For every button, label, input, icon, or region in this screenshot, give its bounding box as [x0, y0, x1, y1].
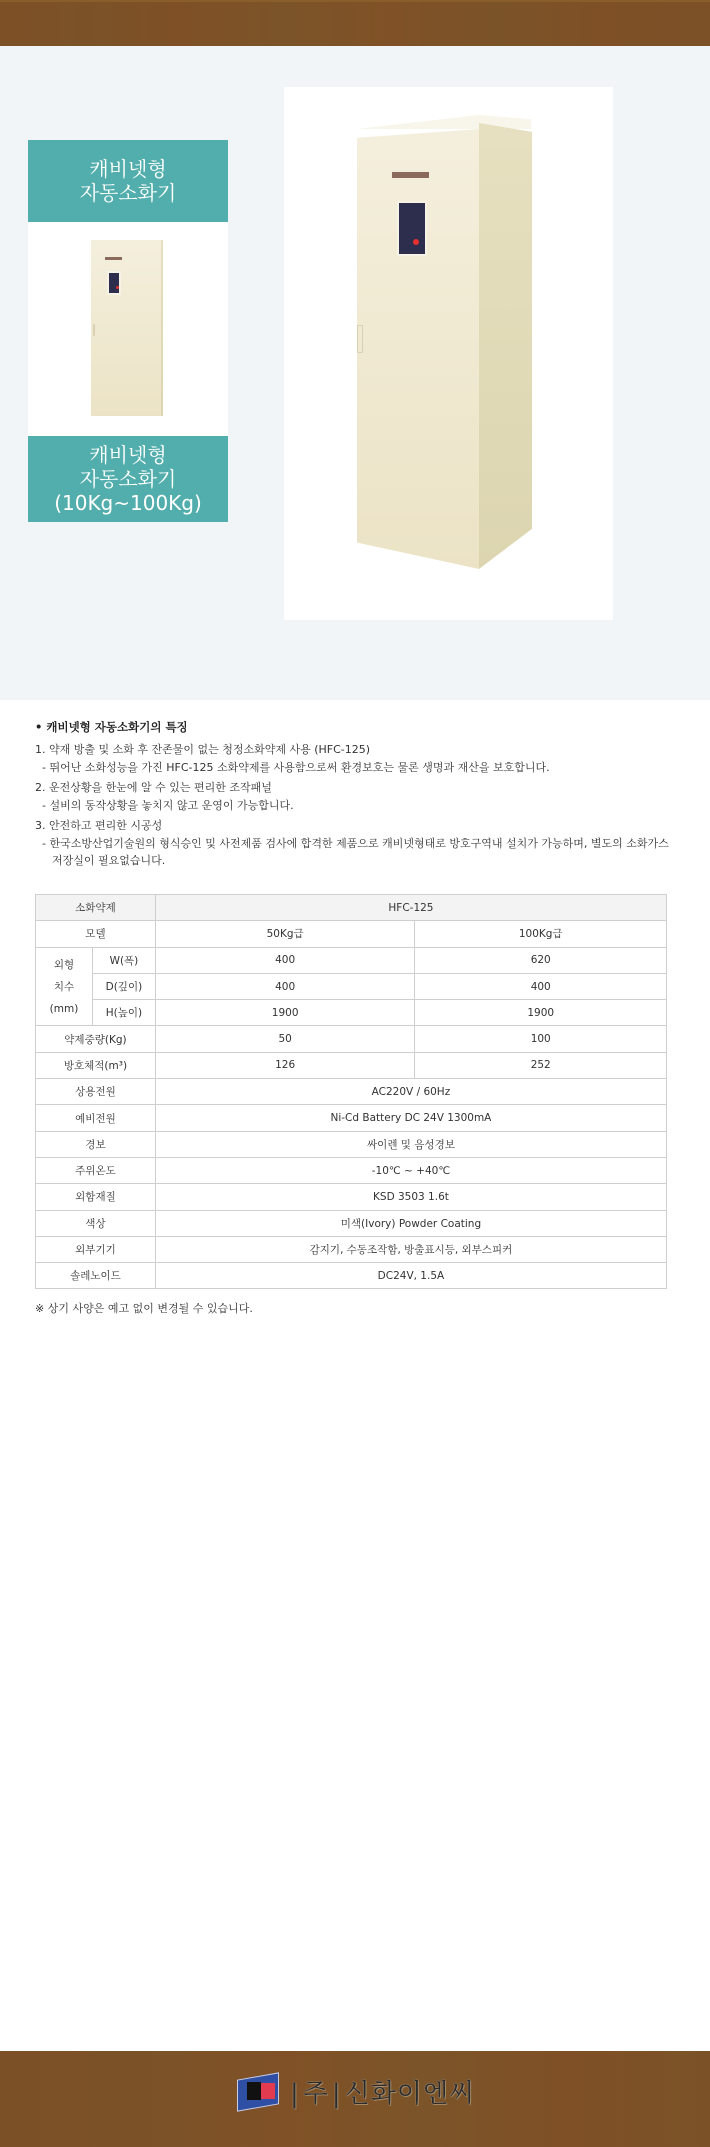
product-title-line1: 캐비넷형: [89, 157, 167, 181]
dim-d-50: 400: [155, 973, 415, 999]
row-value: 미색(Ivory) Powder Coating: [155, 1210, 666, 1236]
feature-1-heading: 1. 약재 방출 및 소화 후 잔존물이 없는 청정소화약제 사용 (HFC-125): [35, 743, 371, 756]
row-value: -10℃ ~ +40℃: [155, 1157, 666, 1183]
row-label: 경보: [36, 1131, 156, 1157]
company-logo: [237, 2070, 475, 2112]
model-label: 모델: [36, 921, 156, 947]
table-row: [36, 1157, 667, 1183]
logo-name: 신화이엔씨: [344, 2078, 476, 2109]
row-value: AC220V / 60Hz: [155, 1079, 666, 1105]
feature-1-detail: - 뛰어난 소화성능을 가진 HFC-125 소화약제를 사용함으로써 환경보호는 물론 생명과 재산을 보호합니다.: [42, 760, 550, 774]
table-row: [36, 1000, 667, 1026]
dim-w-100: 620: [415, 947, 667, 973]
logo-text: | 주 | 신화이엔씨: [290, 2078, 476, 2109]
volume-50: 126: [155, 1052, 415, 1078]
feature-3-detail-cont: 저장실이 필요없습니다.: [52, 854, 166, 867]
product-title-line2: 자동소화기: [79, 181, 177, 205]
dim-label-line1: 외형: [53, 958, 75, 971]
feature-3-heading: 3. 안전하고 편리한 시공성: [35, 819, 163, 832]
row-value: Ni-Cd Battery DC 24V 1300mA: [155, 1105, 666, 1131]
feature-2-detail: - 설비의 동작상황을 놓치지 않고 운영이 가능합니다.: [42, 798, 294, 812]
row-value: DC24V, 1.5A: [155, 1263, 666, 1289]
product-title-box: [28, 140, 228, 222]
table-row: [36, 1263, 667, 1289]
row-label: 솔레노이드: [36, 1263, 156, 1289]
agent-value: HFC-125: [155, 895, 666, 921]
dim-d-100: 400: [415, 973, 667, 999]
row-label: 외부기기: [36, 1236, 156, 1262]
row-label: 상용전원: [36, 1079, 156, 1105]
dim-h-100: 1900: [415, 1000, 667, 1026]
row-label: 색상: [36, 1210, 156, 1236]
row-value: KSD 3503 1.6t: [155, 1184, 666, 1210]
dim-h-label: H(높이): [92, 1000, 155, 1026]
hero-section: [0, 46, 710, 700]
dim-w-label: W(폭): [92, 947, 155, 973]
table-row: [36, 1236, 667, 1262]
product-range-box: [28, 436, 228, 522]
disclaimer-note: ※ 상기 사양은 예고 없이 변경될 수 있습니다.: [35, 1302, 253, 1315]
table-row: [36, 1210, 667, 1236]
table-row: [36, 1026, 667, 1052]
features-title: • 캐비넷형 자동소화기의 특징: [35, 720, 188, 734]
agent-label: 소화약제: [36, 895, 156, 921]
dim-d-label: D(깊이): [92, 973, 155, 999]
table-row: [36, 1079, 667, 1105]
product-main-image: [284, 87, 613, 620]
top-banner: [0, 0, 710, 46]
product-thumbnail: [28, 222, 228, 436]
row-value: 싸이렌 및 음성경보: [155, 1131, 666, 1157]
table-row: [36, 1105, 667, 1131]
table-row: [36, 895, 667, 921]
table-row: [36, 1184, 667, 1210]
product-range-line1: 캐비넷형: [89, 443, 167, 467]
table-row: [36, 973, 667, 999]
row-value: 감지기, 수동조작함, 방출표시등, 외부스피커: [155, 1236, 666, 1262]
weight-100: 100: [415, 1026, 667, 1052]
volume-label: 방호체적(m³): [36, 1052, 156, 1078]
logo-flag-icon: [237, 2072, 279, 2110]
row-label: 외함재질: [36, 1184, 156, 1210]
model-50: 50Kg급: [155, 921, 415, 947]
row-label: 예비전원: [36, 1105, 156, 1131]
logo-prefix: 주: [302, 2078, 329, 2109]
table-row: [36, 1131, 667, 1157]
feature-3-detail: - 한국소방산업기술원의 형식승인 및 사전제품 검사에 합격한 제품으로 캐비넷형태로 방호구역내 설치가 가능하며, 별도의 소화가스: [42, 836, 669, 850]
weight-label: 약제중량(Kg): [36, 1026, 156, 1052]
table-row: [36, 1052, 667, 1078]
model-100: 100Kg급: [415, 921, 667, 947]
dim-label-line2: 치수(mm): [49, 980, 79, 1015]
dim-h-50: 1900: [155, 1000, 415, 1026]
product-range-line2: 자동소화기: [79, 467, 177, 491]
table-row: [36, 947, 667, 973]
spec-table: [35, 894, 667, 1289]
feature-2-heading: 2. 운전상황을 한눈에 알 수 있는 편리한 조작패널: [35, 781, 272, 794]
dim-label: [36, 947, 93, 1026]
dim-w-50: 400: [155, 947, 415, 973]
volume-100: 252: [415, 1052, 667, 1078]
features-section: [35, 716, 675, 870]
row-label: 주위온도: [36, 1157, 156, 1183]
product-range-line3: (10Kg~100Kg): [54, 491, 202, 515]
table-row: [36, 921, 667, 947]
weight-50: 50: [155, 1026, 415, 1052]
